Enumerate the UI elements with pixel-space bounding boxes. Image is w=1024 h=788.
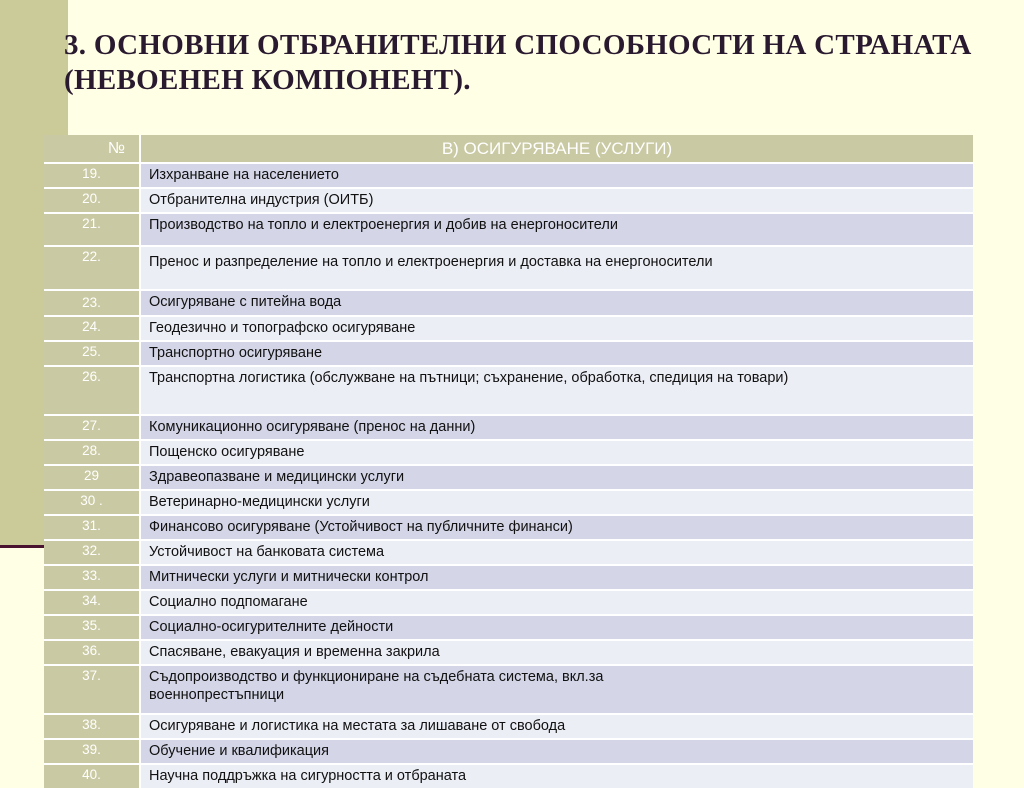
table-row — [44, 213, 973, 246]
table-row — [44, 188, 973, 213]
table-row — [44, 515, 973, 540]
table-row — [44, 714, 973, 739]
table-row — [44, 640, 973, 665]
table-row — [44, 739, 973, 764]
row-number: 23. — [44, 290, 140, 316]
table-row — [44, 540, 973, 565]
row-number: 27. — [44, 415, 140, 440]
row-text: Социално-осигурителните дейности — [140, 615, 973, 640]
row-number: 30 . — [44, 490, 140, 515]
row-number: 29 — [44, 465, 140, 490]
table-row — [44, 366, 973, 415]
row-number: 33. — [44, 565, 140, 590]
table-row — [44, 490, 973, 515]
row-number: 28. — [44, 440, 140, 465]
slide-title: 3. ОСНОВНИ ОТБРАНИТЕЛНИ СПОСОБНОСТИ НА СТРАНАТА (НЕВОЕНЕН КОМПОНЕНТ). — [64, 29, 972, 96]
table-row — [44, 163, 973, 188]
table-row — [44, 246, 973, 290]
row-text: Транспортна логистика (обслужване на пътници; съхранение, обработка, спедиция на товари) — [140, 366, 973, 415]
table-row — [44, 465, 973, 490]
row-number: 36. — [44, 640, 140, 665]
row-number: 25. — [44, 341, 140, 366]
row-number: 40. — [44, 764, 140, 788]
table-row — [44, 341, 973, 366]
row-number: 26. — [44, 366, 140, 415]
row-number: 39. — [44, 739, 140, 764]
table-row — [44, 316, 973, 341]
row-text: Осигуряване и логистика на местата за лишаване от свобода — [140, 714, 973, 739]
table-header-row — [44, 135, 973, 163]
row-number: 34. — [44, 590, 140, 615]
row-text: Съдопроизводство и функциониране на съдебната система, вкл.за военнопрестъпници — [140, 665, 973, 714]
row-text: Научна поддръжка на сигурността и отбраната — [140, 764, 973, 788]
row-text: Социално подпомагане — [140, 590, 973, 615]
row-number: 37. — [44, 665, 140, 714]
row-text: Спасяване, евакуация и временна закрила — [140, 640, 973, 665]
table-row — [44, 665, 973, 714]
row-text: Ветеринарно-медицински услуги — [140, 490, 973, 515]
header-title: В) ОСИГУРЯВАНЕ (УСЛУГИ) — [140, 135, 973, 163]
row-text: Здравеопазване и медицински услуги — [140, 465, 973, 490]
table-row — [44, 565, 973, 590]
table-row — [44, 415, 973, 440]
row-number: 21. — [44, 213, 140, 246]
row-text: Финансово осигуряване (Устойчивост на публичните финанси) — [140, 515, 973, 540]
row-number: 22. — [44, 246, 140, 290]
row-text: Производство на топло и електроенергия и добив на енергоносители — [140, 213, 973, 246]
table-row — [44, 440, 973, 465]
services-table-container — [44, 135, 973, 788]
side-decor-line — [0, 545, 45, 548]
row-text: Митнически услуги и митнически контрол — [140, 565, 973, 590]
table-row — [44, 615, 973, 640]
table-row — [44, 290, 973, 316]
row-text: Пренос и разпределение на топло и електроенергия и доставка на енергоносители — [140, 246, 973, 290]
row-text: Осигуряване с питейна вода — [140, 290, 973, 316]
row-text: Комуникационно осигуряване (пренос на данни) — [140, 415, 973, 440]
row-number: 32. — [44, 540, 140, 565]
row-text: Пощенско осигуряване — [140, 440, 973, 465]
row-text: Отбранителна индустрия (ОИТБ) — [140, 188, 973, 213]
row-number: 19. — [44, 163, 140, 188]
row-number: 31. — [44, 515, 140, 540]
table-row — [44, 590, 973, 615]
row-number: 35. — [44, 615, 140, 640]
row-number: 20. — [44, 188, 140, 213]
row-text: Геодезично и топографско осигуряване — [140, 316, 973, 341]
row-text: Устойчивост на банковата система — [140, 540, 973, 565]
row-text: Обучение и квалификация — [140, 739, 973, 764]
header-number: № — [44, 135, 140, 163]
row-text: Транспортно осигуряване — [140, 341, 973, 366]
row-text: Изхранване на населението — [140, 163, 973, 188]
row-number: 24. — [44, 316, 140, 341]
row-number: 38. — [44, 714, 140, 739]
services-table — [44, 135, 973, 788]
